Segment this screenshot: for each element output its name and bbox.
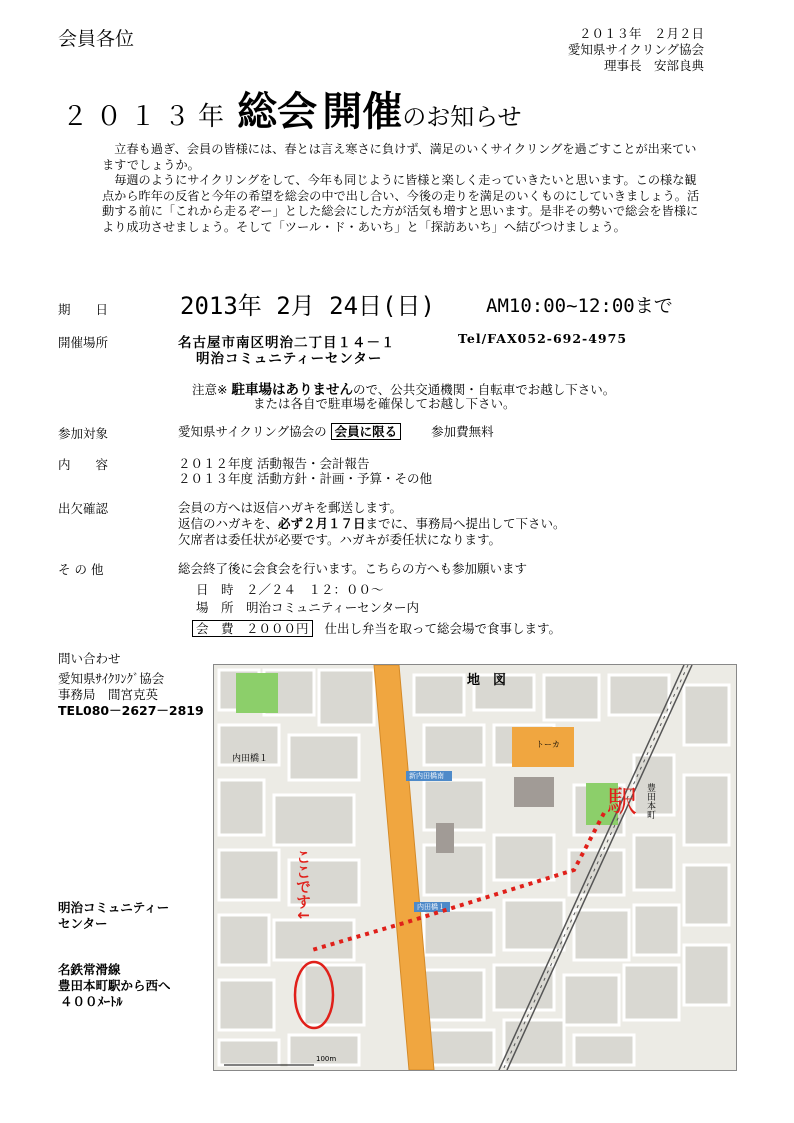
notice-bold: 駐車場はありません — [231, 382, 353, 398]
content-label: 内 容 — [58, 457, 109, 472]
center-note-2: センター — [58, 916, 108, 931]
contact-heading: 問い合わせ — [58, 651, 121, 666]
time-value: AM10:00~12:00まで — [486, 295, 673, 317]
map-shop-label: トーカ — [536, 740, 560, 749]
content-line-2: ２０１３年度 活動方針・計画・予算・その他 — [178, 471, 432, 486]
target-value: 愛知県サイクリング協会の — [178, 424, 327, 439]
access-note-2: 豊田本町駅から西へ — [58, 978, 171, 993]
venue-tel: Tel/FAX052-692-4975 — [458, 331, 628, 346]
attendance-line-2a: 返信のハガキを、 — [178, 516, 279, 531]
contact-org: 愛知県ｻｲｸﾘﾝｸﾞ協会 — [58, 671, 165, 686]
notice-line-2: または各自で駐車場を確保してお越し下さい。 — [253, 396, 516, 411]
target-value-row — [178, 422, 494, 440]
intro-text — [102, 142, 702, 236]
addressee: 会員各位 — [58, 28, 135, 50]
map-bridge-label: 内田橋１ — [232, 754, 269, 764]
station-label: 駅 — [607, 785, 637, 820]
map[interactable] — [213, 664, 737, 1071]
other-label: そ の 他 — [58, 562, 104, 577]
content-line-1: ２０１２年度 活動報告・会計報告 — [178, 456, 370, 471]
members-only-box: 会員に限る — [331, 423, 402, 440]
title-year: ２０１３年 — [62, 102, 233, 132]
attendance-line-1: 会員の方へは返信ハガキを郵送します。 — [178, 500, 403, 515]
map-title: 地 図 — [467, 673, 507, 688]
venue-name: 明治コミュニティーセンター — [196, 351, 383, 367]
venue-label: 開催場所 — [58, 335, 109, 350]
station-name: 豊田本町 — [645, 783, 655, 819]
issue-date: ２０１３年 ２月２日 — [578, 26, 704, 41]
deadline: 必ず２月１７日 — [278, 516, 366, 531]
access-note-1: 名鉄常滑線 — [58, 962, 121, 977]
title-suffix: のお知らせ — [402, 103, 522, 131]
attendance-line-2c: までに、事務局へ提出して下さい。 — [365, 516, 566, 531]
meal-datetime: 日 時 ２／２４ １２：００～ — [196, 582, 384, 597]
meal-place: 場 所 明治コミュニティーセンター内 — [196, 600, 420, 615]
intro-paragraph-2: 毎週のようにサイクリングをして、今年も同じように皆様と楽しく走っていきたいと思います。この様な観点から昨年の反省と今年の希望を総会の中で出し合い、今後の走りを満足のいくものにしていきましょう。活動する前に「これから走るぞー」とした総会にした方が活気も増すと思います。是非その勢いで総会を皆様により成功させましょう。そして「ツール・ド・あいち」と「探訪あいち」へ結びつけましょう。 — [102, 173, 700, 234]
intro-paragraph-1: 立春も過ぎ、会員の皆様には、春とは言え寒さに負けず、満足のいくサイクリングを過ごすことが出来ていますでしょうか。 — [102, 142, 697, 172]
meal-fee-box: 会 費 ２０００円 — [192, 620, 313, 637]
notice-rest: ので、公共交通機関・自転車でお越し下さい。 — [352, 382, 616, 397]
center-note-1: 明治コミュニティー — [58, 900, 170, 915]
access-note-3: ４００ﾒｰﾄﾙ — [60, 994, 123, 1009]
contact-tel: TEL080－2627－2819 — [58, 703, 204, 718]
fee-free: 参加費無料 — [431, 424, 494, 439]
organization: 愛知県サイクリング協会 — [567, 42, 704, 57]
target-label: 参加対象 — [58, 426, 109, 441]
title-main-2: 開催 — [322, 89, 403, 135]
meal-fee-row — [192, 619, 561, 637]
map-scale-label: 100m — [316, 1055, 337, 1063]
date-label: 期 日 — [58, 302, 109, 317]
notice-prefix: 注意※ — [192, 382, 228, 397]
date-value: 2013年 2月 24日(日) — [180, 292, 435, 320]
map-drawing — [214, 665, 736, 1070]
other-line-1: 総会終了後に会食会を行います。こちらの方へも参加願います — [178, 561, 528, 576]
venue-address: 名古屋市南区明治二丁目１４－１ — [178, 335, 396, 351]
map-bridge-tag: 内田橋１ — [417, 903, 445, 911]
meal-fee-note: 仕出し弁当を取って総会場で食事します。 — [324, 621, 562, 636]
here-label: ここです↓ — [294, 849, 312, 922]
contact-office: 事務局 間宮克英 — [58, 687, 159, 702]
page-title — [62, 80, 521, 137]
attendance-label: 出欠確認 — [58, 501, 109, 516]
signatory: 理事長 安部良典 — [603, 58, 704, 73]
attendance-line-3: 欠席者は委任状が必要です。ハガキが委任状になります。 — [178, 532, 502, 547]
map-stop-label: 新内田橋南 — [409, 772, 444, 780]
title-main-1: 総会 — [237, 89, 318, 135]
